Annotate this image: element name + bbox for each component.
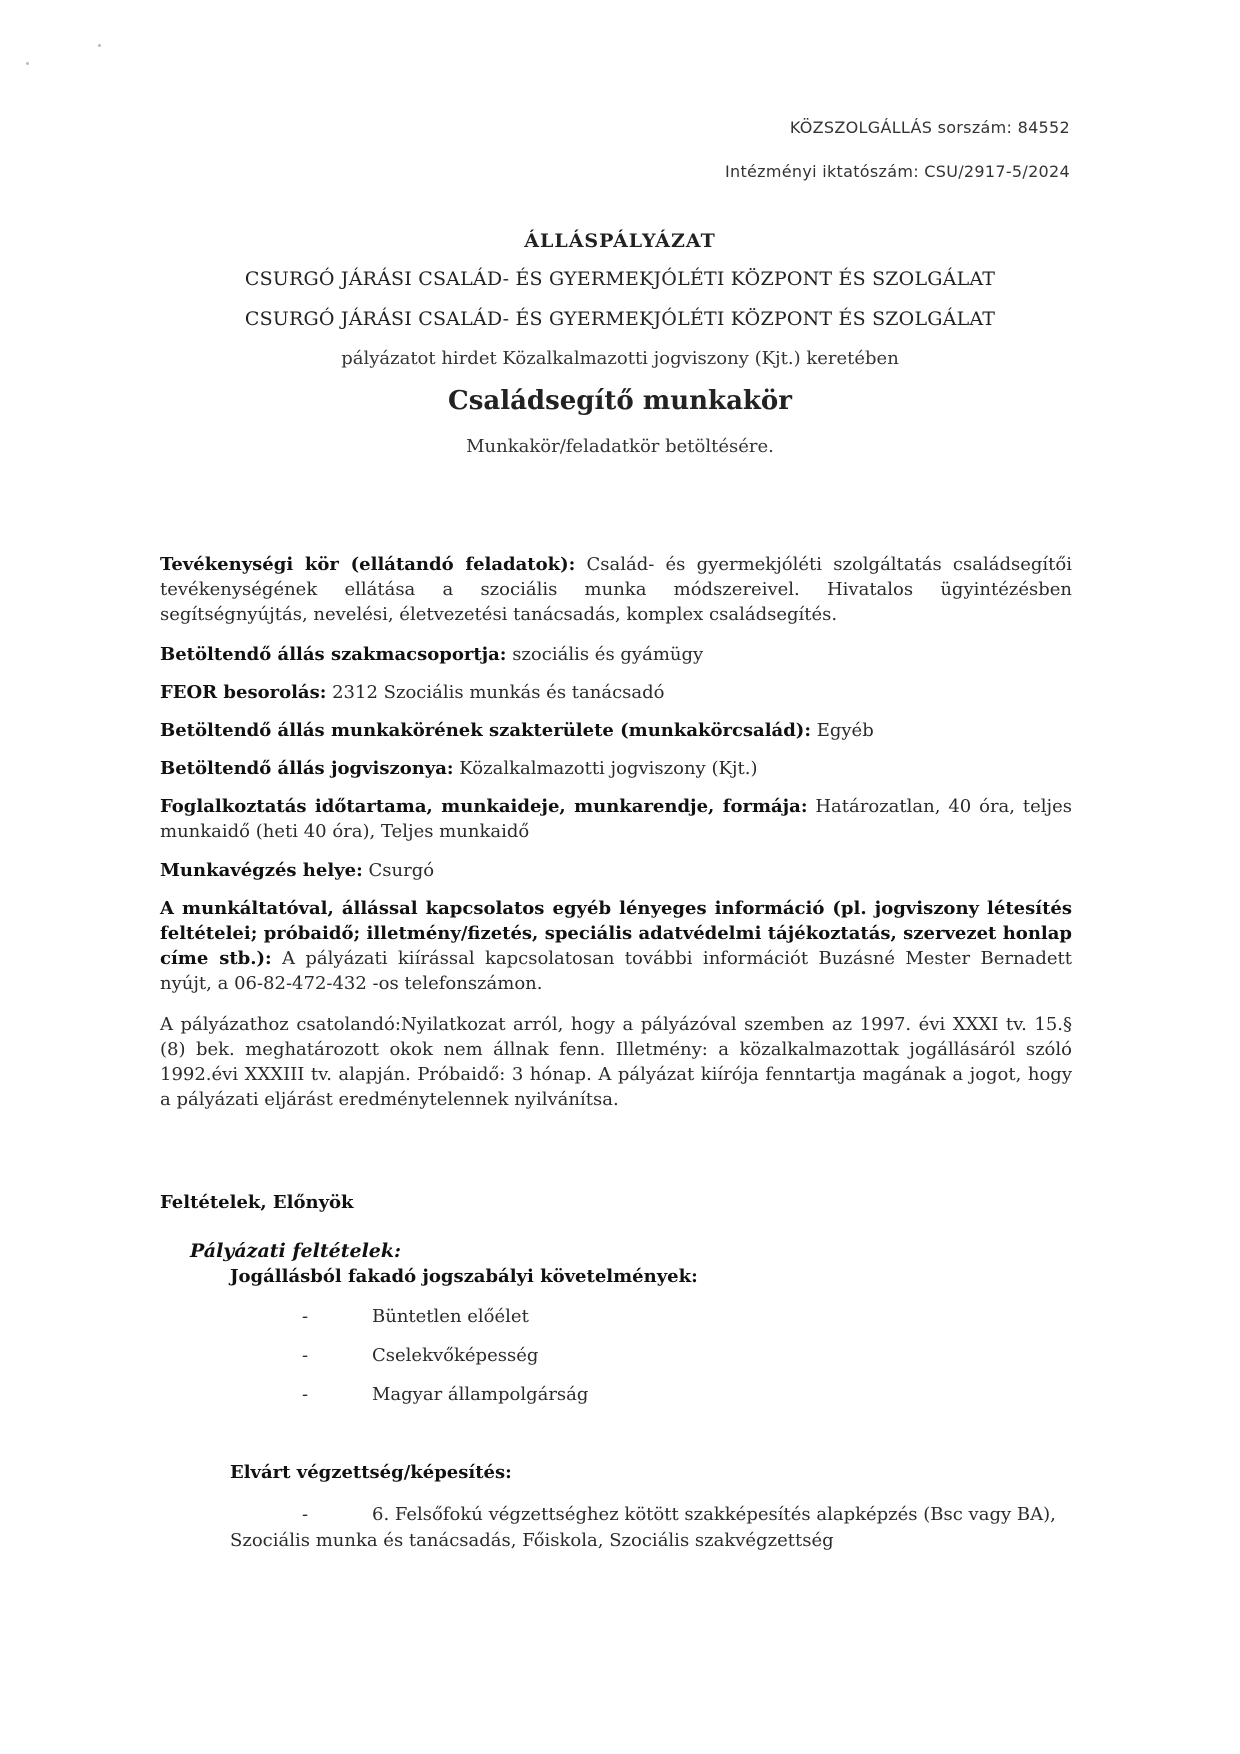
scan-speck — [26, 62, 29, 65]
announcement-line: pályázatot hirdet Közalkalmazotti jogviszony (Kjt.) keretében — [341, 348, 899, 369]
activity-field — [160, 552, 1072, 627]
info-field — [160, 896, 1072, 996]
purpose-line: Munkakör/feladatkör betöltésére. — [466, 436, 774, 457]
feor-field — [160, 680, 1072, 705]
list-item: Büntetlen előélet — [372, 1306, 529, 1327]
employment-value: Határozatlan, 40 óra, teljes munkaidő (heti 40 óra), Teljes munkaidő — [160, 796, 1072, 842]
org-name-line-1: CSURGÓ JÁRÁSI CSALÁD- ÉS GYERMEKJÓLÉTI KÖZPONT ÉS SZOLGÁLAT — [244, 268, 996, 290]
list-dash: - — [302, 1504, 309, 1525]
legal-field — [160, 756, 1072, 781]
list-dash: - — [302, 1345, 309, 1366]
group-value: szociális és gyámügy — [512, 644, 704, 665]
legal-value: Közalkalmazotti jogviszony (Kjt.) — [459, 758, 758, 779]
education-item-line-2: Szociális munka és tanácsadás, Főiskola, Szociális szakvégzettség — [230, 1530, 834, 1551]
place-value: Csurgó — [368, 860, 435, 881]
legal-requirements-title: Jogállásból fakadó jogszabályi követelmények: — [230, 1266, 698, 1287]
registry-number: Intézményi iktatószám: CSU/2917-5/2024 — [724, 162, 1070, 181]
area-value: Egyéb — [816, 720, 874, 741]
area-label: Betöltendő állás munkakörének szakterülete (munkakörcsalád): — [160, 720, 811, 741]
org-name-line-2: CSURGÓ JÁRÁSI CSALÁD- ÉS GYERMEKJÓLÉTI KÖZPONT ÉS SZOLGÁLAT — [244, 308, 996, 330]
attachment-paragraph: A pályázathoz csatolandó:Nyilatkozat arról, hogy a pályázóval szemben az 1997. évi XXXI tv. 15.§ (8) bek. meghatározott okok nem állnak fenn. Illetmény: a közalkalmazottak jogállásáról szóló 1992.évi XXXIII tv. alapján. Próbaidő: 3 hónap. A pályázat kiírója fenntartja magának a jogot, hogy a pályázati eljárást eredménytelennek nyilvánítsa. — [160, 1014, 1072, 1110]
activity-label: Tevékenységi kör (ellátandó feladatok): — [160, 554, 576, 575]
conditions-section-title: Feltételek, Előnyök — [160, 1192, 354, 1213]
list-dash: - — [302, 1384, 309, 1405]
job-title: Családsegítő munkakör — [448, 386, 792, 416]
place-field — [160, 858, 1072, 883]
activity-value: Család- és gyermekjóléti szolgáltatás családsegítői tevékenységének ellátása a szociális munka módszereivel. Hivatalos ügyintézésben segítségnyújtás, nevelési, életvezetési tanácsadás, komplex családsegítés. — [160, 554, 1072, 625]
info-value: A pályázati kiírással kapcsolatosan további információt Buzásné Mester Bernadett nyújt, a 06-82-472-432 -os telefonszámon. — [160, 948, 1072, 994]
area-field — [160, 718, 1072, 743]
legal-label: Betöltendő állás jogviszonya: — [160, 758, 454, 779]
place-label: Munkavégzés helye: — [160, 860, 363, 881]
scan-speck — [98, 44, 101, 47]
conditions-subtitle: Pályázati feltételek: — [190, 1240, 402, 1262]
feor-value: 2312 Szociális munkás és tanácsadó — [332, 682, 665, 703]
employment-label: Foglalkoztatás időtartama, munkaideje, munkarendje, formája: — [160, 796, 808, 817]
list-dash: - — [302, 1306, 309, 1327]
list-item: Magyar állampolgárság — [372, 1384, 589, 1405]
ref-number: KÖZSZOLGÁLLÁS sorszám: 84552 — [789, 118, 1070, 137]
feor-label: FEOR besorolás: — [160, 682, 327, 703]
group-label: Betöltendő állás szakmacsoportja: — [160, 644, 507, 665]
employment-field — [160, 794, 1072, 844]
list-item: Cselekvőképesség — [372, 1345, 539, 1366]
education-item-line-1: 6. Felsőfokú végzettséghez kötött szakképesítés alapképzés (Bsc vagy BA), — [372, 1504, 1056, 1525]
page-title: ÁLLÁSPÁLYÁZAT — [524, 230, 716, 252]
group-field — [160, 642, 1072, 667]
info-label: A munkáltatóval, állással kapcsolatos egyéb lényeges információ (pl. jogviszony létesítés feltételei; próbaidő; illetmény/fizetés, speciális adatvédelmi tájékoztatás, szervezet honlap címe stb.): — [160, 898, 1072, 969]
education-title: Elvárt végzettség/képesítés: — [230, 1462, 512, 1483]
